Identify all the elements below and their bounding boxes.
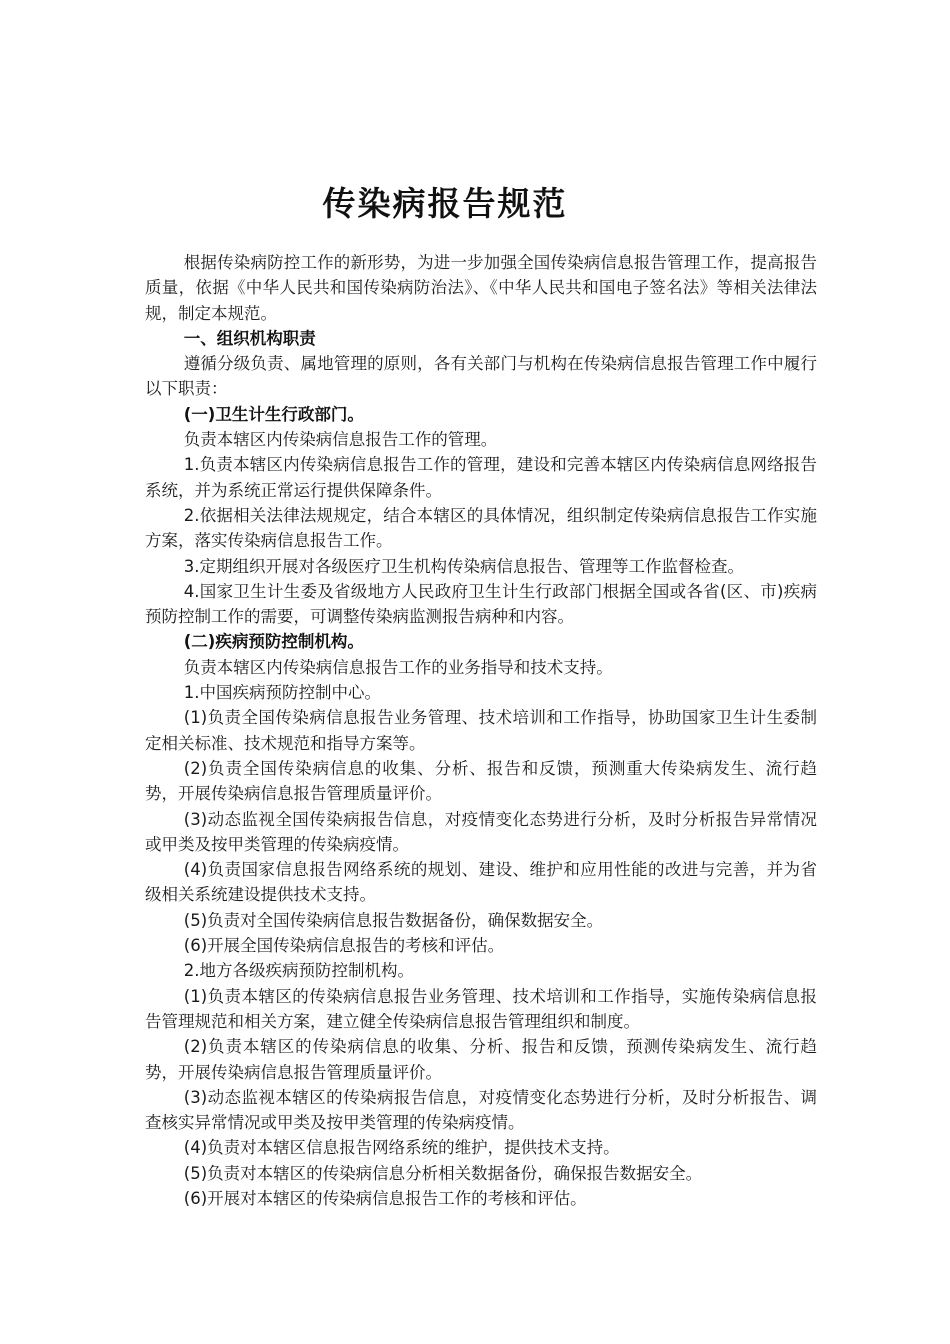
body-paragraph: 2.依据相关法律法规规定，结合本辖区的具体情况，组织制定传染病信息报告工作实施方案，落实传染病信息报告工作。 bbox=[145, 505, 817, 551]
body-paragraph: (3)动态监视本辖区的传染病报告信息，对疫情变化态势进行分析，及时分析报告、调查核实异常情况或甲类及按甲类管理的传染病疫情。 bbox=[145, 1087, 817, 1133]
section-heading: 一、组织机构职责 bbox=[183, 328, 316, 348]
body-paragraph: (5)负责对本辖区的传染病信息分析相关数据备份，确保报告数据安全。 bbox=[183, 1163, 703, 1183]
section-heading: (二)疾病预防控制机构。 bbox=[183, 632, 364, 652]
body-paragraph: (3)动态监视全国传染病报告信息，对疫情变化态势进行分析，及时分析报告异常情况或甲类及按甲类管理的传染病疫情。 bbox=[145, 809, 817, 854]
body-paragraph: (5)负责对全国传染病信息报告数据备份，确保数据安全。 bbox=[183, 910, 604, 930]
body-paragraph: 4.国家卫生计生委及省级地方人民政府卫生计生行政部门根据全国或各省(区、市)疾病预防控制工作的需要，可调整传染病监测报告病种和内容。 bbox=[145, 581, 817, 627]
body-paragraph: 负责本辖区内传染病信息报告工作的业务指导和技术支持。 bbox=[183, 657, 613, 677]
document-title: 传染病报告规范 bbox=[322, 184, 568, 223]
body-paragraph: (2)负责全国传染病信息的收集、分析、报告和反馈，预测重大传染病发生、流行趋势，开展传染病信息报告管理质量评价。 bbox=[145, 758, 817, 804]
body-paragraph: 负责本辖区内传染病信息报告工作的管理。 bbox=[183, 430, 498, 450]
body-paragraph: (1)负责本辖区的传染病信息报告业务管理、技术培训和工作指导，实施传染病信息报告管理规范和相关方案，建立健全传染病信息报告管理组织和制度。 bbox=[145, 986, 817, 1031]
section-heading: (一)卫生计生行政部门。 bbox=[183, 404, 364, 424]
body-paragraph: (4)负责对本辖区信息报告网络系统的维护，提供技术支持。 bbox=[183, 1138, 620, 1158]
body-paragraph: 遵循分级负责、属地管理的原则，各有关部门与机构在传染病信息报告管理工作中履行以下职责： bbox=[145, 354, 817, 399]
body-paragraph: (6)开展全国传染病信息报告的考核和评估。 bbox=[183, 936, 505, 956]
body-paragraph: 根据传染病防控工作的新形势，为进一步加强全国传染病信息报告管理工作，提高报告质量，依据《中华人民共和国传染病防治法》、《中华人民共和国电子签名法》等相关法律法规，制定本规范。 bbox=[145, 253, 817, 323]
body-paragraph: 1.中国疾病预防控制中心。 bbox=[183, 683, 382, 703]
body-paragraph: 3.定期组织开展对各级医疗卫生机构传染病信息报告、管理等工作监督检查。 bbox=[183, 556, 745, 576]
document-body bbox=[145, 250, 817, 1211]
body-paragraph: (1)负责全国传染病信息报告业务管理、技术培训和工作指导，协助国家卫生计生委制定相关标准、技术规范和指导方案等。 bbox=[145, 708, 817, 753]
body-paragraph: 2.地方各级疾病预防控制机构。 bbox=[183, 961, 415, 981]
body-paragraph: 1.负责本辖区内传染病信息报告工作的管理，建设和完善本辖区内传染病信息网络报告系统，并为系统正常运行提供保障条件。 bbox=[145, 455, 817, 500]
body-paragraph: (6)开展对本辖区的传染病信息报告工作的考核和评估。 bbox=[183, 1188, 587, 1208]
body-paragraph: (2)负责本辖区的传染病信息的收集、分析、报告和反馈，预测传染病发生、流行趋势，开展传染病信息报告管理质量评价。 bbox=[145, 1037, 817, 1082]
body-paragraph: (4)负责国家信息报告网络系统的规划、建设、维护和应用性能的改进与完善，并为省级相关系统建设提供技术支持。 bbox=[145, 860, 817, 905]
